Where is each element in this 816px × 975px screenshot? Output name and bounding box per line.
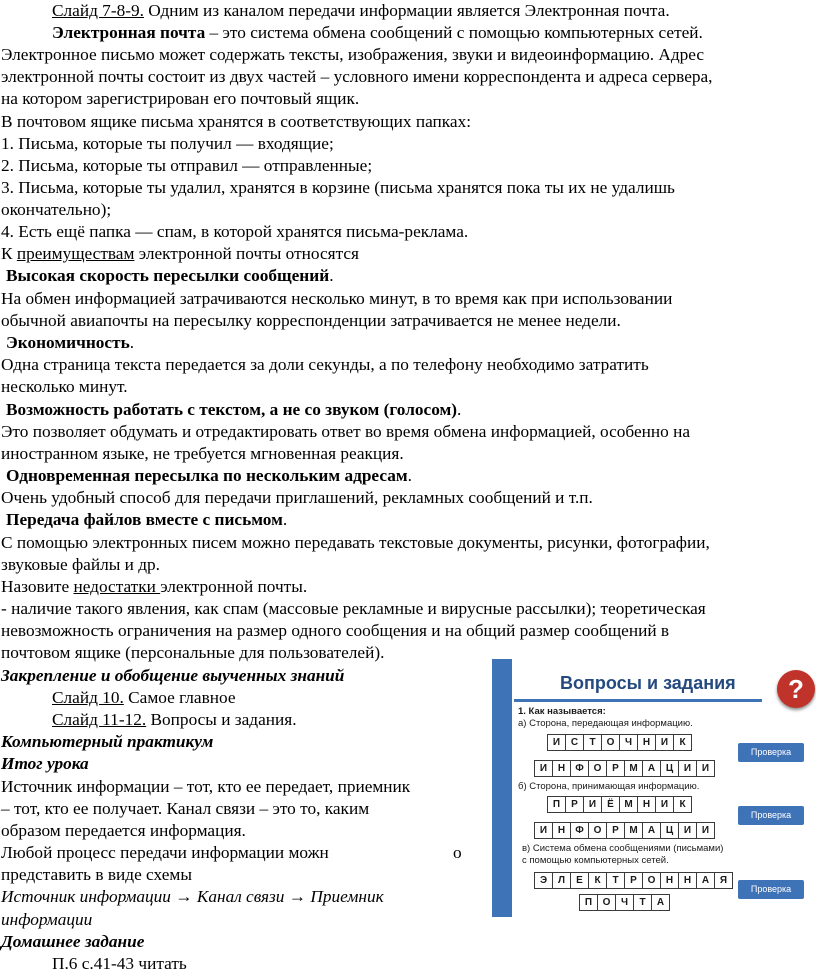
text-line: Одна страница текста передается за доли секунды, а по телефону необходимо затратить: [1, 355, 649, 374]
help-button[interactable]: ?: [777, 670, 815, 708]
letter-cell: И: [696, 822, 715, 839]
letter-cell: А: [642, 760, 661, 777]
text-line: звуковые файлы и др.: [1, 555, 160, 574]
letter-cell: Ф: [570, 760, 589, 777]
title-underline: [514, 699, 762, 702]
letter-cell: М: [624, 760, 643, 777]
letter-cell: И: [547, 734, 566, 751]
section-heading: Домашнее задание: [1, 932, 145, 951]
text-line: невозможность ограничения на размер одного сообщения и на общий размер сообщений в: [1, 621, 670, 640]
list-item: 2. Письма, которые ты отправил — отправленные;: [1, 156, 373, 175]
question-v: в) Система обмена сообщениями (письмами): [522, 843, 724, 854]
letter-cell: П: [579, 894, 598, 911]
text-line: несколько минут.: [1, 377, 128, 396]
scheme-line: информации: [1, 910, 93, 929]
homework-text: П.6 с.41-43 читать: [52, 954, 187, 973]
letter-cell: И: [655, 734, 674, 751]
letter-cell: Ц: [660, 760, 679, 777]
text-line: на котором зарегистрирован его почтовый ящик.: [1, 89, 360, 108]
letter-cell: О: [642, 872, 661, 889]
letter-cell: Ч: [619, 734, 638, 751]
text-line: иностранном языке, не требуется мгновенная реакция.: [1, 444, 404, 463]
text-line: Любой процесс передачи информации можн о: [1, 843, 462, 862]
list-item: 1. Письма, которые ты получил — входящие;: [1, 134, 334, 153]
letter-cell: Е: [570, 872, 589, 889]
letter-cell: Р: [565, 796, 584, 813]
letter-cell: К: [673, 734, 692, 751]
letter-cell: И: [583, 796, 602, 813]
word-grid-information: [534, 760, 714, 777]
section-heading: Закрепление и обобщение выученных знаний: [1, 666, 345, 685]
question-a: а) Сторона, передающая информацию.: [518, 718, 693, 729]
letter-cell: Я: [714, 872, 733, 889]
text-line: Это позволяет обдумать и отредактировать ответ во время обмена информацией, особенно на: [1, 422, 691, 441]
section-heading: Компьютерный практикум: [1, 732, 214, 751]
text-line: почтовом ящике (персональные для пользователей).: [1, 643, 385, 662]
question-label: 1. Как называется:: [518, 706, 606, 717]
letter-cell: Ё: [601, 796, 620, 813]
advantage-heading: Экономичность.: [6, 333, 135, 352]
text-line: В почтовом ящике письма хранятся в соответствующих папках:: [1, 112, 472, 131]
letter-cell: Н: [660, 872, 679, 889]
letter-cell: О: [588, 822, 607, 839]
advantage-heading: Одновременная пересылка по нескольким адресам.: [6, 466, 412, 485]
letter-cell: Н: [637, 796, 656, 813]
letter-cell: А: [642, 822, 661, 839]
text-line: образом передается информация.: [1, 821, 246, 840]
letter-cell: Ф: [570, 822, 589, 839]
advantage-heading: Высокая скорость пересылки сообщений.: [6, 266, 334, 285]
check-button[interactable]: Проверка: [738, 806, 804, 825]
letter-cell: П: [547, 796, 566, 813]
letter-cell: Л: [552, 872, 571, 889]
slide-ref: Слайд 10. Самое главное: [52, 688, 236, 707]
letter-cell: Ц: [660, 822, 679, 839]
letter-cell: О: [588, 760, 607, 777]
letter-cell: О: [601, 734, 620, 751]
letter-cell: Р: [606, 760, 625, 777]
advantages-intro: К преимуществам электронной почты относятся: [1, 244, 359, 263]
letter-cell: Н: [678, 872, 697, 889]
text-line: обычной авиапочты на пересылку корреспонденции затрачивается не менее недели.: [1, 311, 621, 330]
list-item: 4. Есть ещё папка — спам, в которой хранятся письма-реклама.: [1, 222, 469, 241]
letter-cell: И: [534, 760, 553, 777]
section-heading: Итог урока: [1, 754, 89, 773]
word-grid-information: [534, 822, 714, 839]
text-line: - наличие такого явления, как спам (массовые рекламные и вирусные рассылки); теоретическая: [1, 599, 706, 618]
text-line: Источник информации – тот, кто ее передает, приемник: [1, 777, 411, 796]
disadvantages-intro: Назовите недостатки электронной почты.: [1, 577, 308, 596]
email-definition: Электронная почта – это система обмена сообщений с помощью компьютерных сетей.: [52, 23, 703, 42]
letter-cell: К: [673, 796, 692, 813]
text-line: – тот, кто ее получает. Канал связи – это то, каким: [1, 799, 370, 818]
advantage-heading: Передача файлов вместе с письмом.: [6, 510, 288, 529]
word-grid-source: [547, 734, 691, 751]
word-grid-mail: [579, 894, 669, 911]
advantage-heading: Возможность работать с текстом, а не со звуком (голосом).: [6, 400, 462, 419]
letter-cell: Н: [552, 822, 571, 839]
letter-cell: Ч: [615, 894, 634, 911]
text-line: электронной почты состоит из двух частей – условного имени корреспондента и адреса сервера,: [1, 67, 713, 86]
text-line: Электронное письмо может содержать тексты, изображения, звуки и видеоинформацию. Адрес: [1, 45, 705, 64]
letter-cell: М: [619, 796, 638, 813]
letter-cell: К: [588, 872, 607, 889]
letter-cell: Н: [637, 734, 656, 751]
letter-cell: Р: [624, 872, 643, 889]
slide-title: Вопросы и задания: [560, 673, 736, 693]
paragraph-slide-7-9: Слайд 7-8-9. Одним из каналом передачи информации является Электронная почта.: [52, 1, 670, 20]
letter-cell: Э: [534, 872, 553, 889]
text-line: Очень удобный способ для передачи приглашений, рекламных сообщений и т.п.: [1, 488, 593, 507]
list-item: 3. Письма, которые ты удалил, хранятся в корзине (письма хранятся пока ты их не удалишь: [1, 178, 675, 197]
letter-cell: И: [678, 760, 697, 777]
slide-image-questions: [492, 659, 816, 917]
question-b: б) Сторона, принимающая информацию.: [518, 781, 700, 792]
text-line: С помощью электронных писем можно передавать текстовые документы, рисунки, фотографии,: [1, 533, 710, 552]
check-button[interactable]: Проверка: [738, 880, 804, 899]
slide-side-bar: [492, 659, 512, 917]
word-grid-receiver: [547, 796, 691, 813]
letter-cell: И: [696, 760, 715, 777]
letter-cell: О: [597, 894, 616, 911]
letter-cell: Т: [633, 894, 652, 911]
letter-cell: И: [655, 796, 674, 813]
text-line: На обмен информацией затрачиваются несколько минут, в то время как при использовании: [1, 289, 673, 308]
scheme-line: Источник информации → Канал связи → Приемник: [1, 887, 384, 906]
question-v-cont: с помощью компьютерных сетей.: [522, 855, 669, 866]
letter-cell: И: [534, 822, 553, 839]
letter-cell: С: [565, 734, 584, 751]
letter-cell: Р: [606, 822, 625, 839]
letter-cell: А: [696, 872, 715, 889]
slide-ref: Слайд 11-12. Вопросы и задания.: [52, 710, 297, 729]
letter-cell: Н: [552, 760, 571, 777]
letter-cell: М: [624, 822, 643, 839]
list-item: окончательно);: [1, 200, 112, 219]
check-button[interactable]: Проверка: [738, 743, 804, 762]
letter-cell: И: [678, 822, 697, 839]
letter-cell: А: [651, 894, 670, 911]
letter-cell: Т: [606, 872, 625, 889]
word-grid-electronic: [534, 872, 732, 889]
text-line: представить в виде схемы: [1, 865, 192, 884]
letter-cell: Т: [583, 734, 602, 751]
